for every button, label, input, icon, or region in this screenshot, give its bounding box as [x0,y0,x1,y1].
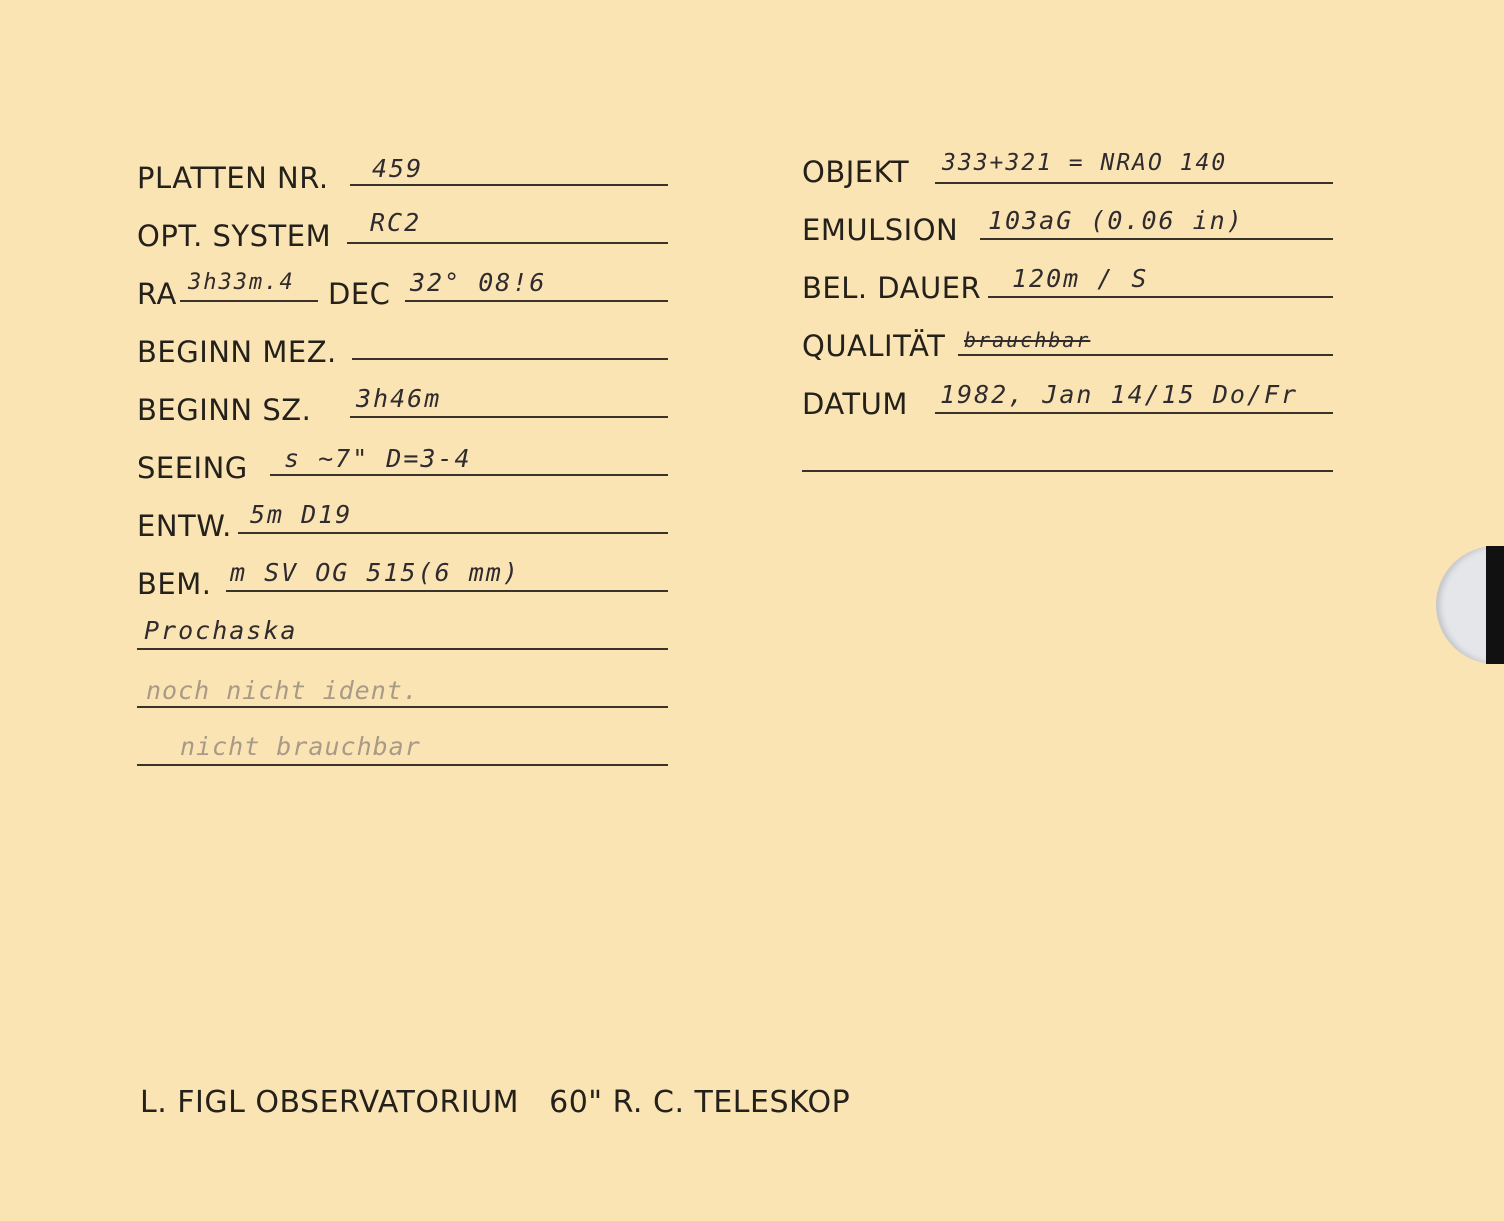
ra-line [180,300,318,302]
extra-note-2: noch nicht ident. [146,676,419,705]
bel-dauer-line [988,296,1333,298]
extra-note-3: nicht brauchbar [180,732,421,761]
bel-dauer-label: BEL. DAUER [802,271,982,305]
dec-label: DEC [328,277,391,311]
opt-system-label: OPT. SYSTEM [137,219,332,253]
emulsion-value: 103aG (0.06 in) [988,206,1244,235]
beginn-sz-label: BEGINN SZ. [137,393,312,427]
datum-label: DATUM [802,387,908,421]
entw-label: ENTW. [137,509,232,543]
extra-line-3 [137,764,668,766]
objekt-label: OBJEKT [802,155,910,189]
thumb-cutout[interactable] [1436,546,1504,664]
beginn-mez-line [352,358,668,360]
objekt-value: 333+321 = NRAO 140 [942,150,1228,176]
ra-label: RA [137,277,177,311]
extra-note-1: Prochaska [144,616,298,645]
bem-line [226,590,668,592]
qualitaet-value: brauchbar [964,328,1091,352]
beginn-mez-label: BEGINN MEZ. [137,335,337,369]
bem-label: BEM. [137,567,212,601]
platten-nr-line [350,184,668,186]
dec-line [405,300,668,302]
qualitaet-label: QUALITÄT [802,329,946,363]
beginn-sz-line [350,416,668,418]
bel-dauer-value: 120m / S [1012,264,1149,293]
ra-value: 3h33m.4 [188,270,295,295]
extra-line-2 [137,706,668,708]
blank-line [802,470,1333,472]
objekt-line [935,182,1333,184]
observatory-footer: L. FIGL OBSERVATORIUM 60" R. C. TELESKOP [140,1085,851,1120]
bem-value: m SV OG 515(6 mm) [230,558,520,587]
beginn-sz-value: 3h46m [356,384,442,413]
entw-line [238,532,668,534]
qualitaet-line [958,354,1333,356]
extra-line-1 [137,648,668,650]
emulsion-label: EMULSION [802,213,959,247]
seeing-value: s ~7" D=3-4 [284,444,472,473]
seeing-line [270,474,668,476]
sleeve-edge [1486,546,1504,664]
emulsion-line [980,238,1333,240]
platten-nr-label: PLATTEN NR. [137,161,329,195]
platten-nr-value: 459 [372,154,424,183]
seeing-label: SEEING [137,451,248,485]
datum-line [935,412,1333,414]
entw-value: 5m D19 [250,500,353,529]
opt-system-line [347,242,668,244]
datum-value: 1982, Jan 14/15 Do/Fr [940,380,1299,409]
dec-value: 32° 08!6 [410,268,547,297]
opt-system-value: RC2 [370,208,422,237]
